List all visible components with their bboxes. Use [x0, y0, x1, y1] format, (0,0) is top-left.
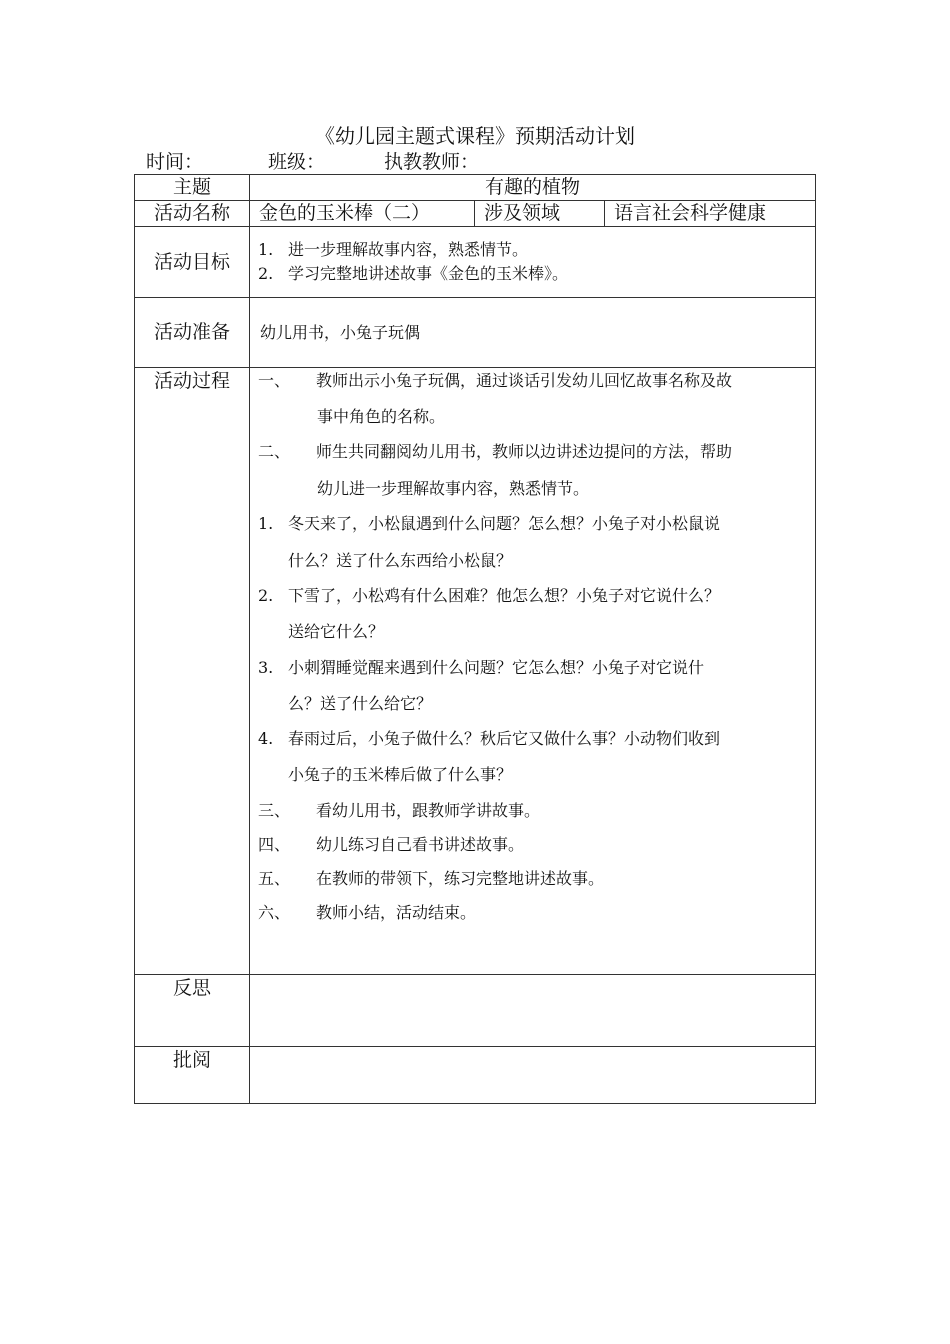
goal-label-cell — [134, 226, 250, 298]
name-value: 金色的玉米棒（二） — [259, 202, 431, 224]
process-question-continuation: 送给它什么？ — [288, 622, 385, 641]
goal-list-cell — [249, 226, 816, 298]
domain-value-cell — [604, 200, 816, 227]
reflection-label: 反思 — [172, 977, 211, 999]
process-question — [258, 584, 720, 608]
process-question-continuation: 什么？送了什么东西给小松鼠？ — [288, 551, 513, 570]
goal-text: 进一步理解故事内容，熟悉情节。 — [288, 240, 529, 259]
question-number: 2. — [258, 586, 274, 605]
process-question — [258, 656, 704, 680]
theme-value-cell — [249, 174, 816, 201]
goal-item — [258, 262, 568, 286]
process-step — [258, 833, 524, 857]
prep-label-cell — [134, 297, 250, 368]
process-question — [258, 727, 720, 751]
question-text: 冬天来了，小松鼠遇到什么问题？怎么想？小兔子对小松鼠说 — [288, 514, 721, 533]
reflection-label-cell — [134, 974, 250, 1047]
name-value-cell — [249, 200, 475, 227]
review-cell — [249, 1046, 816, 1104]
document-title: 《幼儿园主题式课程》预期活动计划 — [315, 124, 635, 148]
question-text: 下雪了，小松鸡有什么困难？他怎么想？小兔子对它说什么？ — [288, 586, 721, 605]
prep-label: 活动准备 — [153, 321, 230, 343]
goal-number: 2. — [258, 264, 274, 283]
domain-value: 语言社会科学健康 — [614, 202, 767, 224]
step-text: 教师出示小兔子玩偶，通过谈话引发幼儿回忆故事名称及故 — [316, 371, 733, 390]
process-step-continuation: 幼儿进一步理解故事内容，熟悉情节。 — [317, 479, 590, 498]
process-step — [258, 867, 604, 891]
meta-line — [146, 150, 479, 174]
question-number: 1. — [258, 514, 274, 533]
step-number: 四、 — [258, 835, 291, 854]
step-number: 二、 — [258, 442, 291, 461]
process-step — [258, 369, 732, 393]
review-label: 批阅 — [172, 1049, 211, 1071]
theme-label: 主题 — [172, 176, 211, 198]
process-question-continuation: 么？送了什么给它？ — [288, 694, 433, 713]
domain-label: 涉及领域 — [484, 202, 561, 224]
step-number: 一、 — [258, 371, 291, 390]
process-question-continuation: 小兔子的玉米棒后做了什么事？ — [288, 765, 513, 784]
domain-label-cell — [474, 200, 605, 227]
name-label-cell — [134, 200, 250, 227]
step-text: 幼儿练习自己看书讲述故事。 — [316, 835, 525, 854]
process-step — [258, 799, 540, 823]
step-number: 六、 — [258, 903, 291, 922]
process-label: 活动过程 — [153, 370, 230, 392]
teacher-label: 执教教师： — [384, 151, 480, 173]
goal-number: 1. — [258, 240, 274, 259]
process-step — [258, 901, 476, 925]
process-step-continuation: 事中角色的名称。 — [317, 407, 446, 426]
question-text: 春雨过后，小兔子做什么？秋后它又做什么事？小动物们收到 — [288, 729, 721, 748]
time-label: 时间： — [146, 151, 204, 173]
question-text: 小刺猬睡觉醒来遇到什么问题？它怎么想？小兔子对它说什 — [288, 658, 705, 677]
step-number: 五、 — [258, 869, 291, 888]
step-text: 看幼儿用书，跟教师学讲故事。 — [316, 801, 541, 820]
goal-text: 学习完整地讲述故事《金色的玉米棒》。 — [288, 264, 569, 283]
reflection-cell — [249, 974, 816, 1047]
process-label-cell — [134, 367, 250, 975]
prep-value-cell — [249, 297, 816, 368]
process-step — [258, 440, 732, 464]
question-number: 3. — [258, 658, 274, 677]
step-text: 教师小结，活动结束。 — [316, 903, 477, 922]
name-label: 活动名称 — [153, 202, 230, 224]
step-text: 在教师的带领下，练习完整地讲述故事。 — [316, 869, 605, 888]
step-text: 师生共同翻阅幼儿用书，教师以边讲述边提问的方法，帮助 — [316, 442, 733, 461]
process-question — [258, 512, 720, 536]
prep-value: 幼儿用书，小兔子玩偶 — [260, 323, 421, 342]
step-number: 三、 — [258, 801, 291, 820]
review-label-cell — [134, 1046, 250, 1104]
goal-item — [258, 238, 528, 262]
theme-value: 有趣的植物 — [484, 176, 580, 198]
question-number: 4. — [258, 729, 274, 748]
class-label: 班级： — [268, 151, 326, 173]
goal-label: 活动目标 — [153, 251, 230, 273]
theme-label-cell — [134, 174, 250, 201]
